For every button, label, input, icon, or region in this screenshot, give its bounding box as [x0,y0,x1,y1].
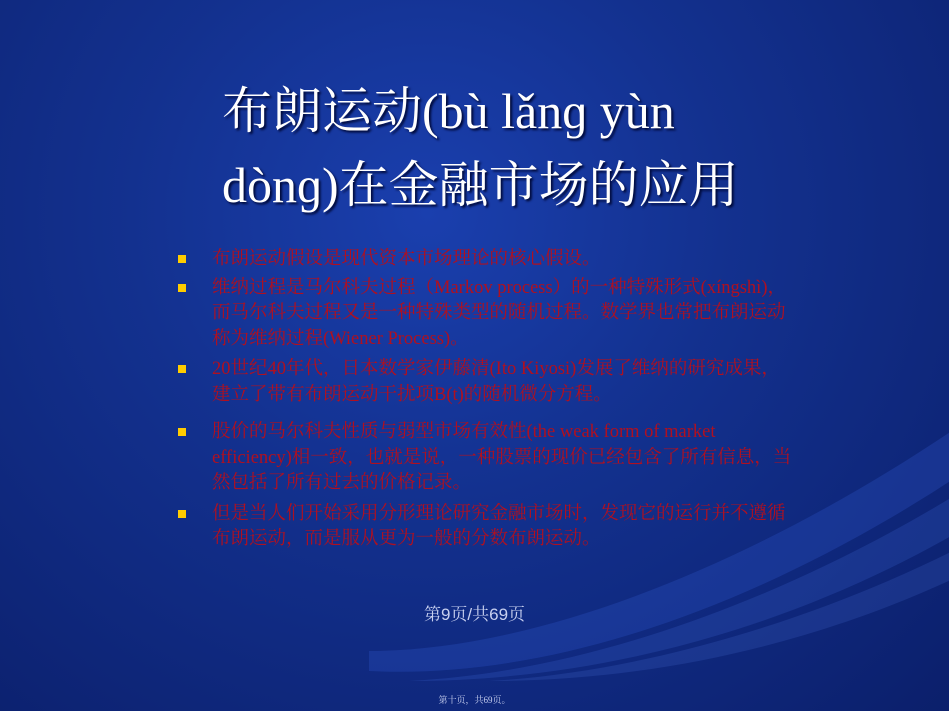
square-bullet-icon [178,428,186,436]
list-item [176,357,796,408]
bullet-list [176,247,796,553]
square-bullet-icon [178,510,186,518]
page-number: 第9页/共69页 [423,605,526,624]
list-item [176,247,796,273]
bullet-text: 股价的马尔科夫性质与弱型市场有效性(the weak form of market efficiency)相一致，也就是说，一种股票的现价已经包含了所有信息，当然包括了所有过去的价格记录。 [212,422,792,493]
square-bullet-icon [178,255,186,263]
list-item [176,502,796,553]
list-item [176,276,796,353]
list-item [176,420,796,497]
slide-title: 布朗运动(bù lǎnɡ yùn dònɡ)在金融市场的应用 [222,83,739,213]
square-bullet-icon [178,365,186,373]
bullet-text: 维纳过程是马尔科夫过程（Markov process）的一种特殊形式(xíngshì)，而马尔科夫过程又是一种特殊类型的随机过程。数学界也常把布朗运动称为维纳过程(Wiener Process)。 [212,277,786,349]
bullet-text: 20世纪40年代，日本数学家伊藤清(Ito Kiyosi)发展了维纳的研究成果，建立了带有布朗运动干扰项B(t)的随机微分方程。 [212,359,780,405]
bullet-text: 布朗运动假设是现代资本市场理论的核心假设。 [212,249,601,269]
bullet-text: 但是当人们开始采用分形理论研究金融市场时，发现它的运行并不遵循布朗运动，而是服从更为一般的分数布朗运动。 [212,503,786,549]
footer-note: 第十页，共69页。 [438,695,511,705]
square-bullet-icon [178,284,186,292]
